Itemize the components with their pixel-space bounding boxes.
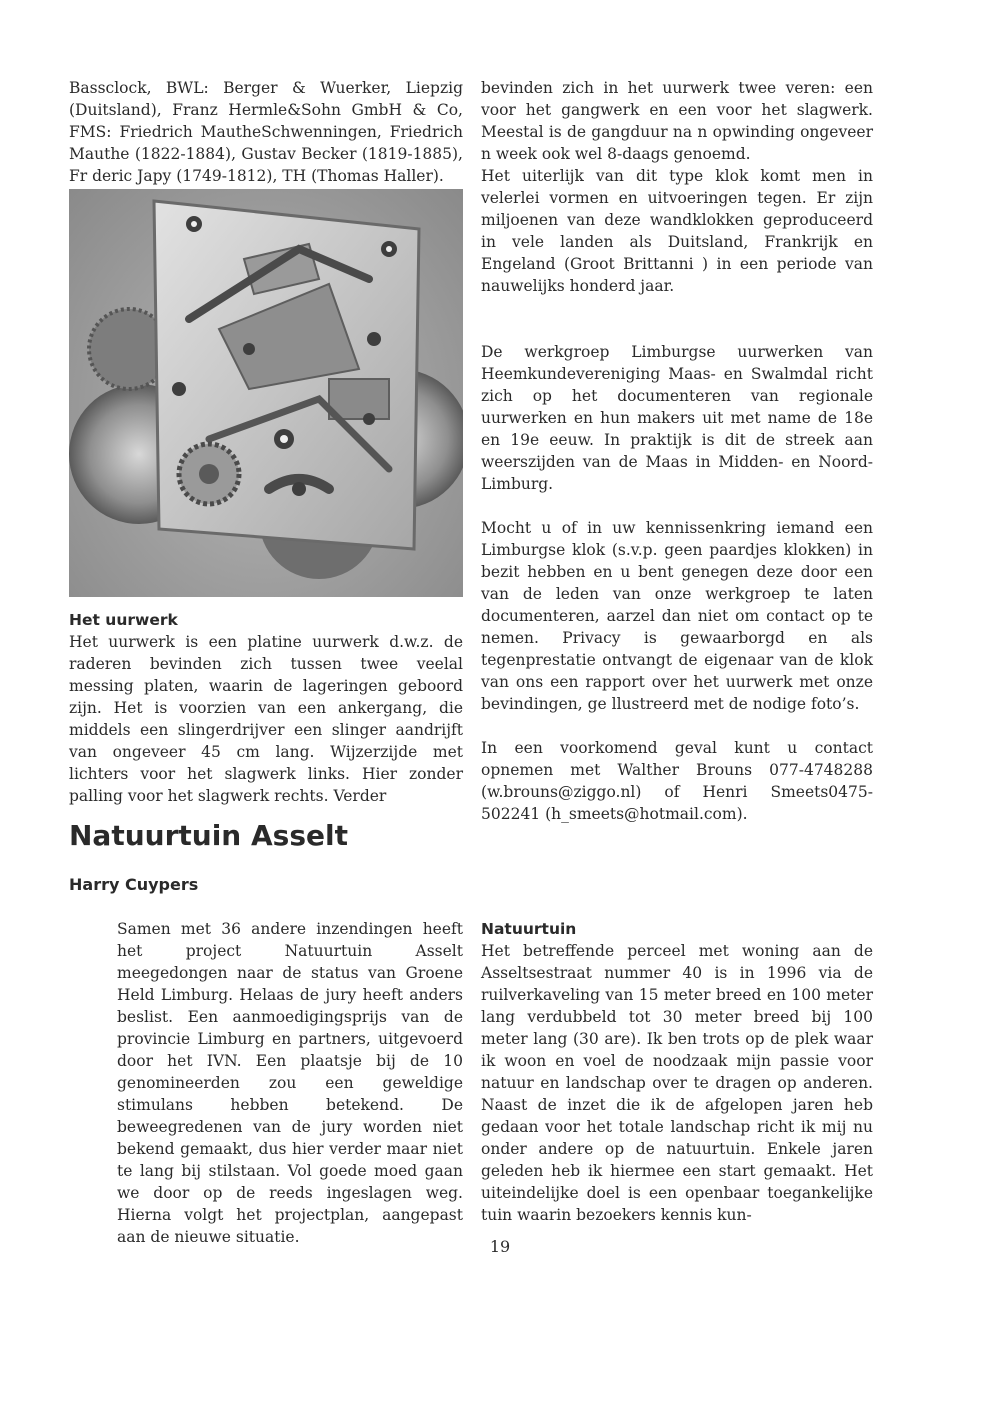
article-intro-column xyxy=(117,918,463,1248)
natuurtuin-paragraph: Het betreffende perceel met woning aan de Asseltsestraat nummer 40 is in 1996 via de ruilverkaveling van 15 meter breed en 100 meter lang verdubbeld tot 30 meter breed bij 100 meter lang (30 are). Ik ben trots op de plek waar ik woon en voel de noodzaak mijn passie voor natuur en landschap over te dragen op anderen. Naast de inzet die ik de afgelopen jaren heb gedaan voor het totale landschap richt ik mij nu onder andere op de natuurtuin. Enkele jaren geleden heb ik hiermee een start gemaakt. Het uiteindelijke doel is een openbaar toegankelijke tuin waarin bezoekers kennis kun- xyxy=(481,942,873,1224)
uurwerk-paragraph: Het uurwerk is een platine uurwerk d.w.z. de raderen bevinden zich tussen twee veelal messing platen, waarin de lageringen geboord zijn. Het is voorzien van een ankergang, die middels een slingerdrijver een slinger aandrijft van ongeveer 45 cm lang. Wijzerzijde met lichters voor het slagwerk links. Hier zonder palling voor het slagwerk rechts. Verder xyxy=(69,633,463,805)
uurwerk-heading: Het uurwerk xyxy=(69,611,178,629)
left-column-top xyxy=(69,77,463,187)
clock-movement-illustration xyxy=(69,189,463,597)
uurwerk-section xyxy=(69,609,463,807)
page-number: 19 xyxy=(489,1237,511,1256)
article-title: Natuurtuin Asselt xyxy=(69,819,348,852)
article-intro-paragraph: Samen met 36 andere inzendingen heeft het project Natuurtuin Asselt meegedongen naar de status van Groene Held Limburg. Helaas de jury heeft anders beslist. Een aanmoedigingsprijs van de provincie Limburg en partners, uitgevoerd door het IVN. Een plaatsje bij de 10 genomineerden zou een geweldige stimulans hebben betekend. De beweegredenen van de jury worden niet bekend gemaakt, dus hier verder maar niet te lang bij stilstaan. Vol goede moed gaan we door op de reeds ingeslagen weg. Hierna volgt het projectplan, aangepast aan de nieuwe situatie. xyxy=(117,920,463,1246)
body-paragraph: Het uiterlijk van dit type klok komt men in velerlei vormen en uitvoeringen tegen. Er zijn miljoenen van deze wandklokken geproduceerd in vele landen als Duitsland, Frankrijk en Engeland (Groot Brittanni ) in een periode van nauwelijks honderd jaar. xyxy=(481,167,873,295)
body-paragraph: Mocht u of in uw kennissenkring iemand een Limburgse klok (s.v.p. geen paardjes klokken) in bezit hebben en u bent genegen deze door een van de leden van onze werkgroep te laten documenteren, aarzel dan niet om contact op te nemen. Privacy is gewaarborgd en als tegenprestatie ontvangt de eigenaar van de klok van ons een rapport over het uurwerk met onze bevindingen, ge llustreerd met de nodige foto’s. xyxy=(481,519,873,713)
article-author: Harry Cuypers xyxy=(69,875,199,894)
article-section-column xyxy=(481,918,873,1226)
right-column-top xyxy=(481,77,873,825)
sponsor-list-paragraph: Bassclock, BWL: Berger & Wuerker, Liepzig (Duitsland), Franz Hermle&Sohn GmbH & Co, FMS: Friedrich MautheSchwenningen, Friedrich Mauthe (1822-1884), Gustav Becker (1819-1885), Fr deric Japy (1749-1812), TH (Thomas Haller). xyxy=(69,79,463,185)
natuurtuin-heading: Natuurtuin xyxy=(481,920,577,938)
clock-movement-photo xyxy=(69,189,463,597)
body-paragraph: bevinden zich in het uurwerk twee veren: een voor het gangwerk en een voor het slagwerk. Meestal is de gangduur na n opwinding ongeveer n week ook wel 8-daags genoemd. xyxy=(481,79,873,163)
body-paragraph: De werkgroep Limburgse uurwerken van Heemkundevereniging Maas- en Swalmdal richt zich op het documenteren van regionale uurwerken en hun makers uit met name de 18e en 19e eeuw. In praktijk is dit de streek aan weerszijden van de Maas in Midden- en Noord-Limburg. xyxy=(481,343,873,493)
body-paragraph: In een voorkomend geval kunt u contact opnemen met Walther Brouns 077-4748288 (w.brouns@ziggo.nl) of Henri Smeets0475-502241 (h_smeets@hotmail.com). xyxy=(481,739,873,823)
